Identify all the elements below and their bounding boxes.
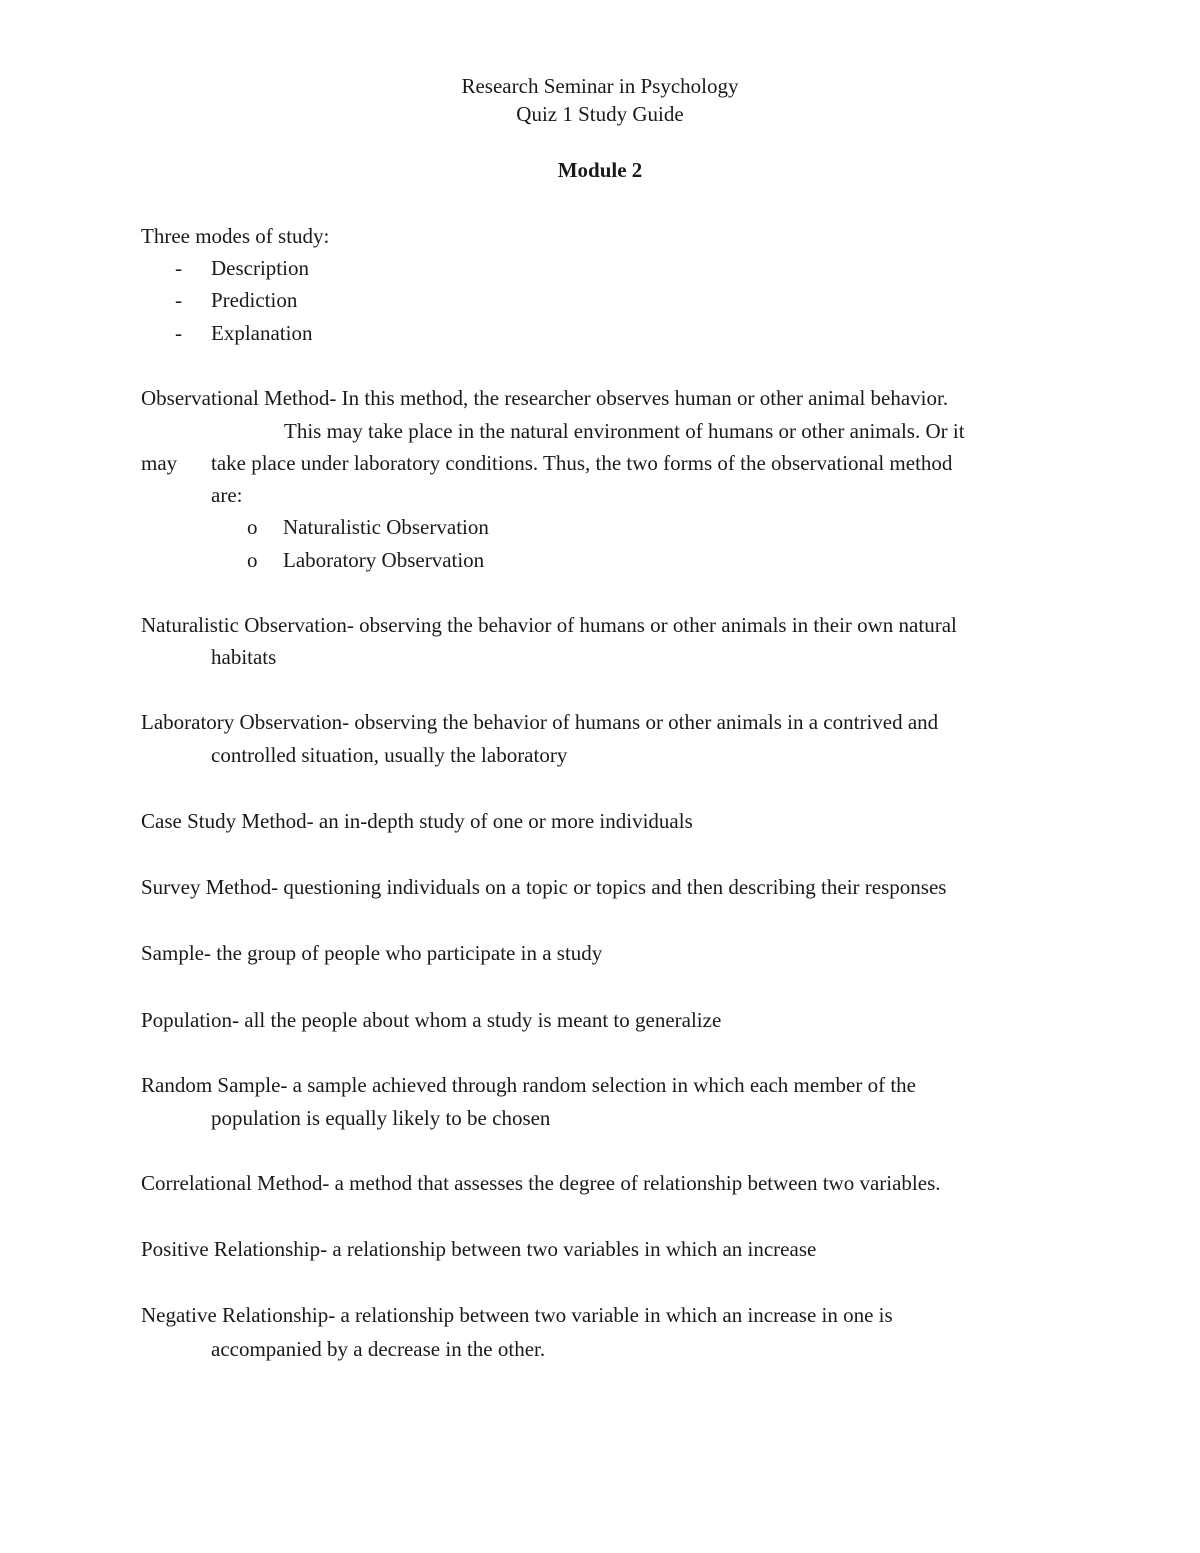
mode-item: Explanation (211, 321, 313, 345)
positive-relationship-definition: Positive Relationship- a relationship between two variables in which an increase (141, 1237, 817, 1261)
observational-line-3-start: may (141, 451, 178, 475)
survey-method-definition: Survey Method- questioning individuals on a topic or topics and then describing their responses (141, 875, 947, 899)
case-study-definition: Case Study Method- an in-depth study of one or more individuals (141, 809, 693, 833)
observational-line-2: This may take place in the natural environment of humans or other animals. Or it (284, 419, 965, 443)
module-heading: Module 2 (557, 158, 643, 182)
observational-line-4: are: (211, 483, 243, 507)
mode-item: Prediction (211, 288, 298, 312)
definition-line: habitats (211, 645, 277, 669)
document-title: Quiz 1 Study Guide (516, 102, 684, 126)
bullet-marker: o (247, 548, 258, 572)
sample-definition: Sample- the group of people who participate in a study (141, 941, 603, 965)
dash-marker: - (175, 288, 182, 312)
dash-marker: - (175, 256, 182, 280)
mode-item: Description (211, 256, 309, 280)
definition-line: Negative Relationship- a relationship between two variable in which an increase in one is (141, 1303, 893, 1327)
observation-form: Naturalistic Observation (283, 515, 489, 539)
definition-line: controlled situation, usually the laboratory (211, 743, 568, 767)
definition-line: Naturalistic Observation- observing the behavior of humans or other animals in their own natural (141, 613, 957, 637)
dash-marker: - (175, 321, 182, 345)
definition-line: Laboratory Observation- observing the behavior of humans or other animals in a contrived and (141, 710, 939, 734)
population-definition: Population- all the people about whom a study is meant to generalize (141, 1008, 722, 1032)
observational-line-1: Observational Method- In this method, the researcher observes human or other animal behavior. (141, 386, 949, 410)
correlational-method-definition: Correlational Method- a method that assesses the degree of relationship between two variables. (141, 1171, 941, 1195)
bullet-marker: o (247, 515, 258, 539)
observation-form: Laboratory Observation (283, 548, 485, 572)
definition-line: population is equally likely to be chosen (211, 1106, 551, 1130)
observational-line-3: take place under laboratory conditions. Thus, the two forms of the observational method (211, 451, 953, 475)
modes-intro: Three modes of study: (141, 224, 330, 248)
definition-line: Random Sample- a sample achieved through random selection in which each member of the (141, 1073, 917, 1097)
course-title: Research Seminar in Psychology (461, 74, 739, 98)
definition-line: accompanied by a decrease in the other. (211, 1337, 546, 1361)
